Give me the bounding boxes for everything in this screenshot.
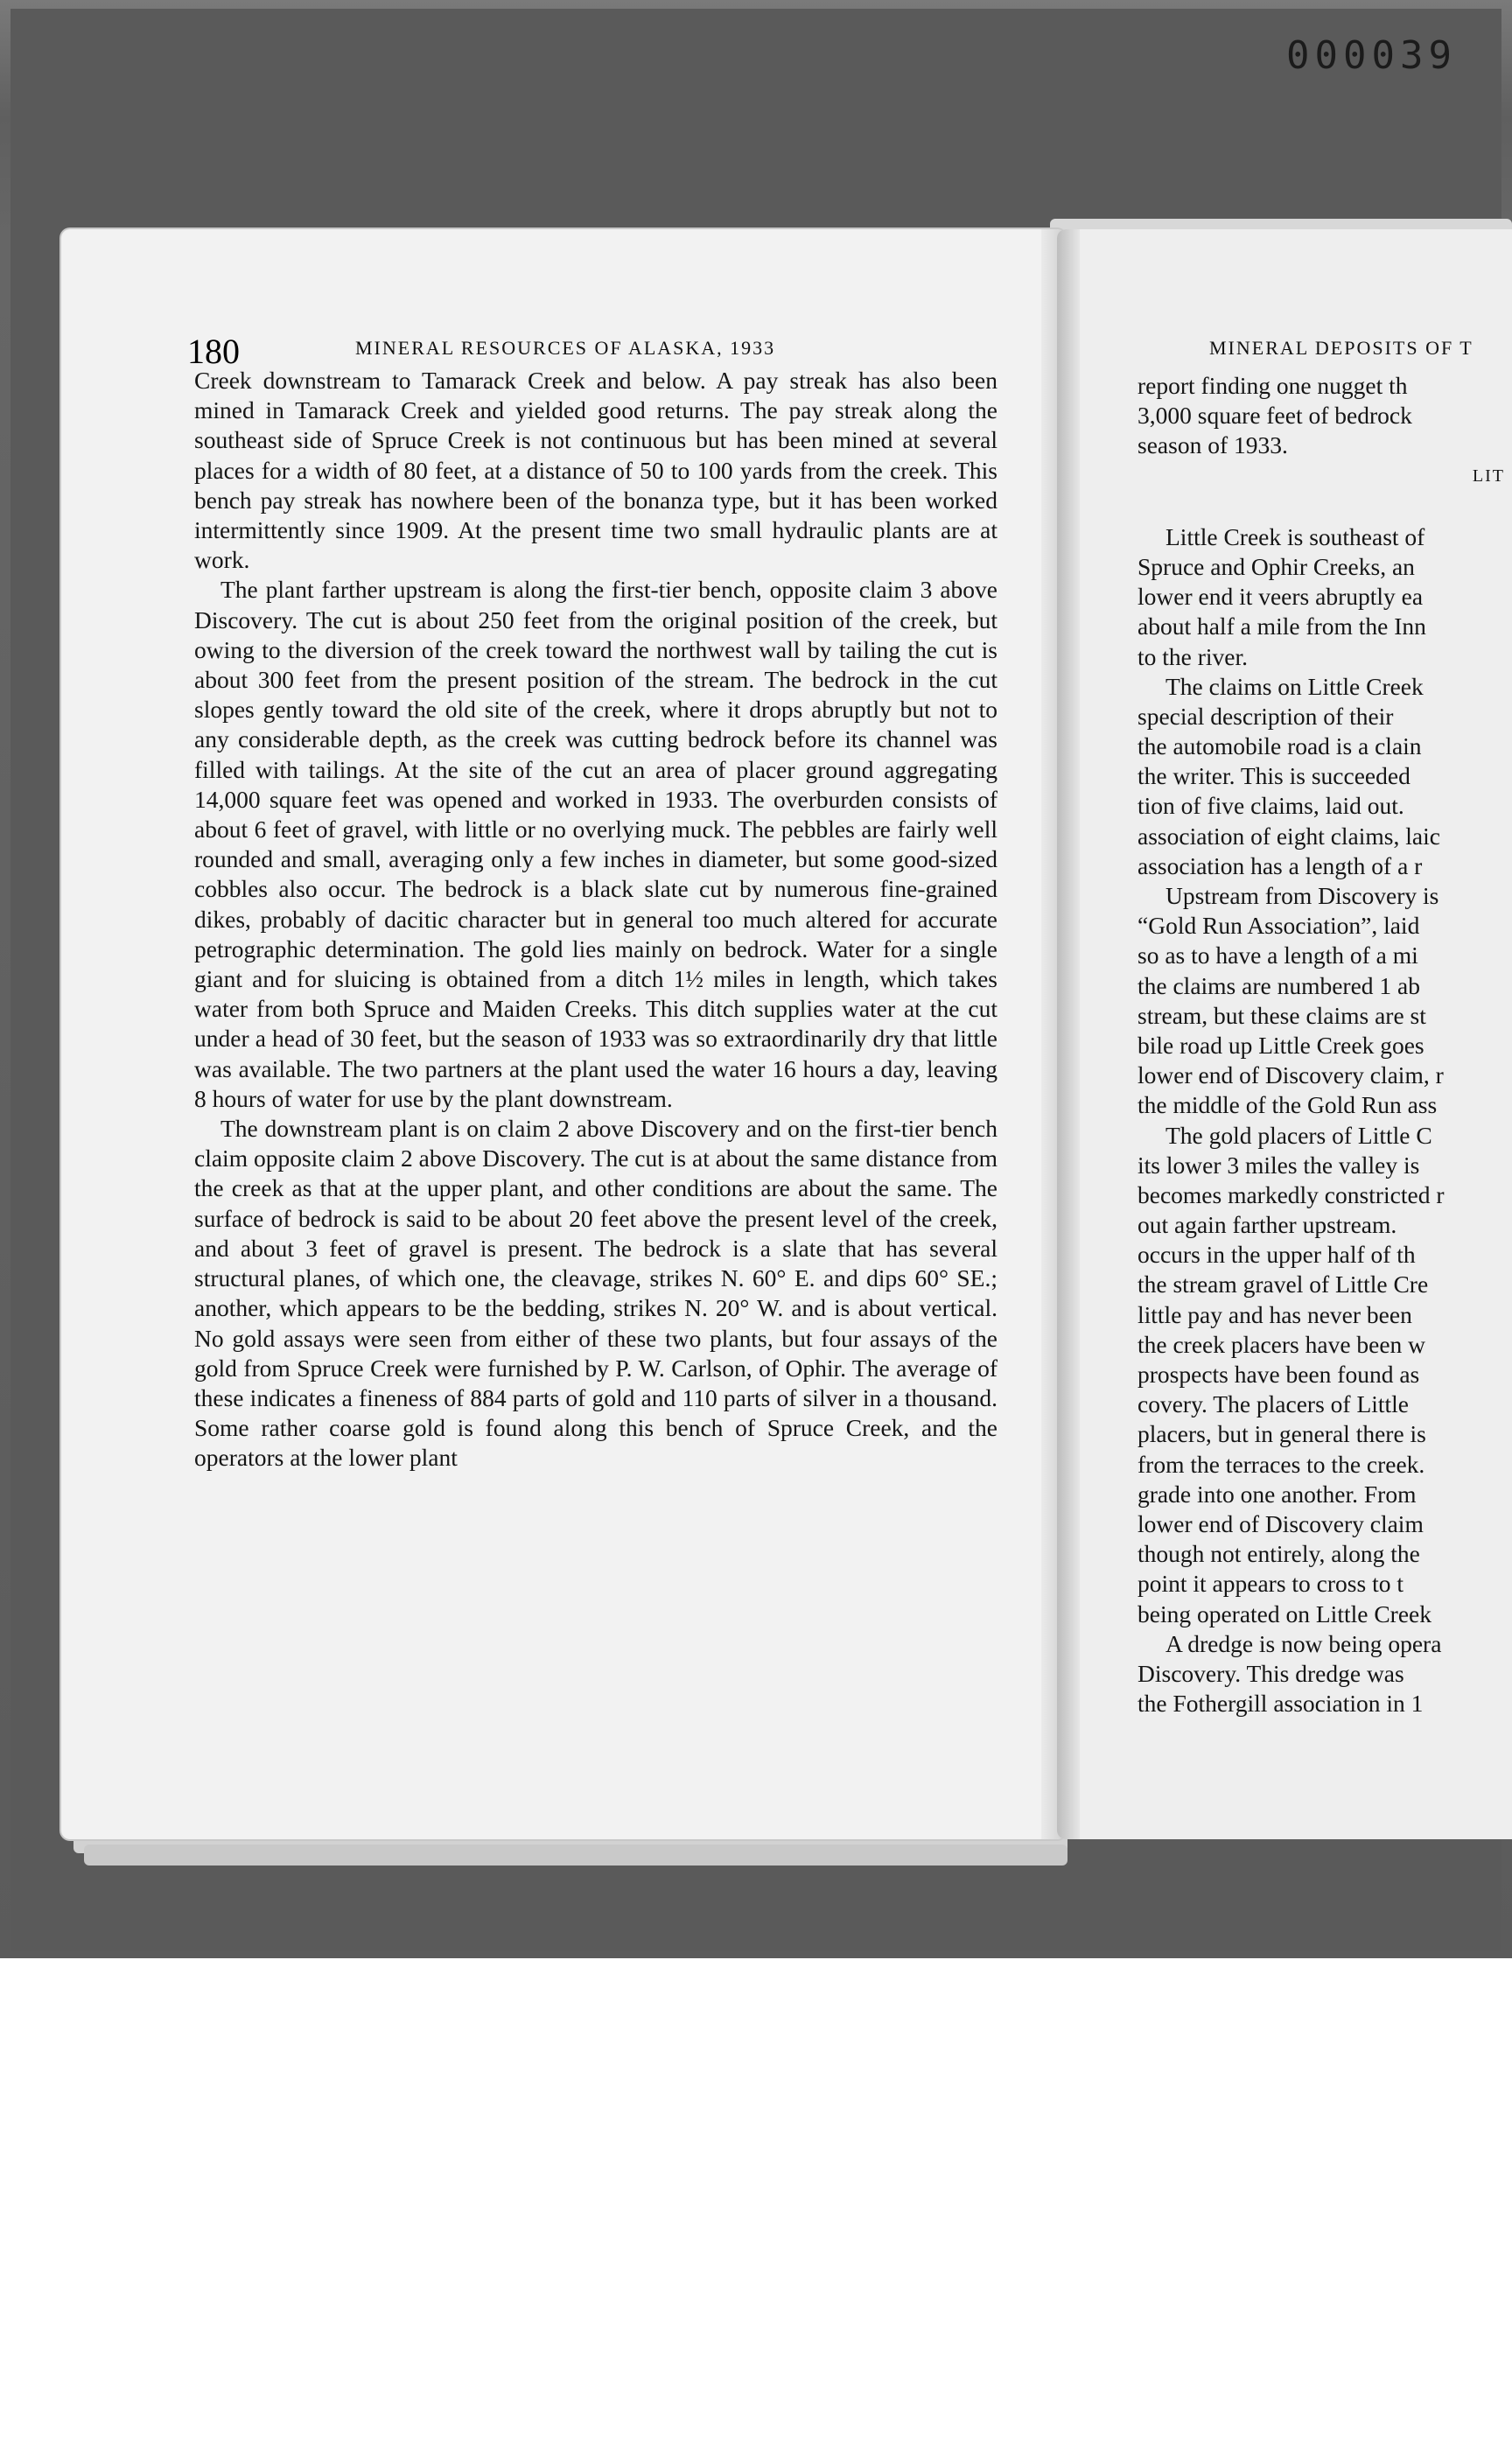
text-line: occurs in the upper half of th	[1138, 1241, 1416, 1269]
text-line: the claims are numbered 1 ab	[1138, 971, 1420, 999]
text-line: “Gold Run Association”, laid	[1138, 912, 1420, 940]
left-page-body	[194, 366, 998, 1474]
left-running-header: MINERAL RESOURCES OF ALASKA, 1933	[355, 337, 776, 359]
text-line: lower end it veers abruptly ea	[1138, 583, 1424, 611]
text-line: the Fothergill association in 1	[1138, 1690, 1424, 1718]
right-page-paragraph	[1138, 1629, 1512, 1719]
text-line: placers, but in general there is	[1138, 1420, 1426, 1448]
text-line: The claims on Little Creek	[1166, 672, 1424, 700]
right-page-paragraph	[1138, 522, 1512, 672]
page-stack-edge	[84, 1844, 1068, 1866]
text-line: lower end of Discovery claim	[1138, 1509, 1424, 1537]
text-line: 3,000 square feet of bedrock	[1138, 402, 1412, 430]
text-line: becomes markedly constricted r	[1138, 1180, 1445, 1208]
text-line: The gold placers of Little C	[1166, 1121, 1432, 1149]
right-page-gutter	[1057, 229, 1080, 1839]
paragraph: Creek downstream to Tamarack Creek and below. A pay streak has also been mined in Tamarack Creek and yielded good returns. The pay streak along the southeast side of Spruce Creek is not continuous but has been mined at several places for a width of 80 feet, at a distance of 50 to 100 yards from the creek. This bench pay streak has nowhere been of the bonanza type, but it has been worked intermittently since 1909. At the present time two small hydraulic plants are at work.	[194, 367, 998, 574]
text-line: special description of their	[1138, 702, 1394, 730]
right-page-paragraph	[1138, 672, 1512, 881]
page-number: 180	[187, 332, 240, 371]
text-line: tion of five claims, laid out.	[1138, 792, 1404, 820]
text-line: Upstream from Discovery is	[1166, 882, 1439, 909]
text-line: report finding one nugget th	[1138, 372, 1408, 399]
text-line: being operated on Little Creek	[1138, 1600, 1432, 1628]
right-page-paragraph	[1138, 881, 1512, 1121]
paragraph: The downstream plant is on claim 2 above Discovery and on the first-tier bench claim opposite claim 2 above Discovery. The cut is at about the same distance from the creek as that at the upper plant, and other conditions are about the same. The surface of bedrock is said to be about 20 feet above the present level of the creek, and about 3 feet of gravel is present. The bedrock is a slate that has several structural planes, of which one, the cleavage, strikes N. 60° E. and dips 60° SE.; another, which appears to be the bedding, strikes N. 20° W. and is about vertical. No gold assays were seen from either of these two plants, but four assays of the gold from Spruce Creek were furnished by P. W. Carlson, of Ophir. The average of these indicates a fineness of 884 parts of gold and 110 parts of silver in a thousand. Some rather coarse gold is found along this bench of Spruce Creek, and the operators at the lower plant	[194, 1115, 998, 1472]
text-line: stream, but these claims are st	[1138, 1001, 1426, 1029]
text-line: little pay and has never been	[1138, 1300, 1412, 1328]
text-line: its lower 3 miles the valley is	[1138, 1151, 1420, 1179]
text-line: association of eight claims, laic	[1138, 822, 1440, 850]
right-running-header: MINERAL DEPOSITS OF T	[1209, 337, 1474, 359]
text-line: the creek placers have been w	[1138, 1330, 1426, 1358]
text-line: Little Creek is southeast of	[1166, 522, 1425, 550]
section-heading: LIT	[1472, 466, 1505, 486]
text-line: lower end of Discovery claim, r	[1138, 1061, 1444, 1089]
text-line: season of 1933.	[1138, 431, 1288, 459]
text-line: the writer. This is succeeded	[1138, 762, 1410, 790]
text-line: the stream gravel of Little Cre	[1138, 1270, 1429, 1298]
spacer	[1138, 491, 1512, 522]
serial-stamp: 000039	[1286, 33, 1457, 78]
text-line: association has a length of a r	[1138, 851, 1423, 879]
right-page-paragraph	[1138, 1121, 1512, 1629]
text-line: the automobile road is a clain	[1138, 732, 1422, 760]
right-page-lines-top	[1138, 371, 1512, 461]
text-line: prospects have been found as	[1138, 1361, 1420, 1388]
text-line: grade into one another. From	[1138, 1480, 1417, 1508]
text-line: from the terraces to the creek.	[1138, 1450, 1425, 1478]
text-line: Spruce and Ophir Creeks, an	[1138, 552, 1415, 580]
text-line: bile road up Little Creek goes	[1138, 1031, 1424, 1059]
text-line: though not entirely, along the	[1138, 1540, 1420, 1568]
text-line: about half a mile from the Inn	[1138, 612, 1426, 640]
text-line: out again farther upstream.	[1138, 1211, 1397, 1239]
text-line: covery. The placers of Little	[1138, 1390, 1410, 1418]
paragraph: The plant farther upstream is along the first-tier bench, opposite claim 3 above Discovery. The cut is about 250 feet from the original position of the creek, but owing to the diversion of the creek toward the northwest wall by tailing the cut is about 300 feet from the present position of the stream. The bedrock in the cut slopes gently toward the old site of the creek, where it drops abruptly but not to any considerable depth, as the creek was cutting bedrock before its channel was filled with tailings. At the site of the cut an area of placer ground aggregating 14,000 square feet was opened and worked in 1933. The overburden consists of about 6 feet of gravel, with little or no overlying muck. The pebbles are fairly well rounded and small, averaging only a few inches in diameter, but some good-sized cobbles also occur. The bedrock is a black slate cut by numerous fine-grained dikes, probably of dacitic character but in general too much altered for accurate petrographic determination. The gold lies mainly on bedrock. Water for a single giant and for sluicing is obtained from a ditch 1½ miles in length, which takes water from both Spruce and Maiden Creeks. This ditch supplies water at the cut under a head of 30 feet, but the season of 1933 was so extraordinarily dry that little was available. The two partners at the plant used the water 16 hours a day, leaving 8 hours of water for use by the plant downstream.	[194, 576, 998, 1112]
right-page-body	[1138, 371, 1512, 1718]
text-line: point it appears to cross to t	[1138, 1570, 1404, 1598]
text-line: to the river.	[1138, 642, 1249, 670]
text-line: so as to have a length of a mi	[1138, 942, 1418, 970]
text-line: the middle of the Gold Run ass	[1138, 1091, 1438, 1119]
text-line: A dredge is now being opera	[1166, 1629, 1442, 1657]
text-line: Discovery. This dredge was	[1138, 1659, 1404, 1687]
